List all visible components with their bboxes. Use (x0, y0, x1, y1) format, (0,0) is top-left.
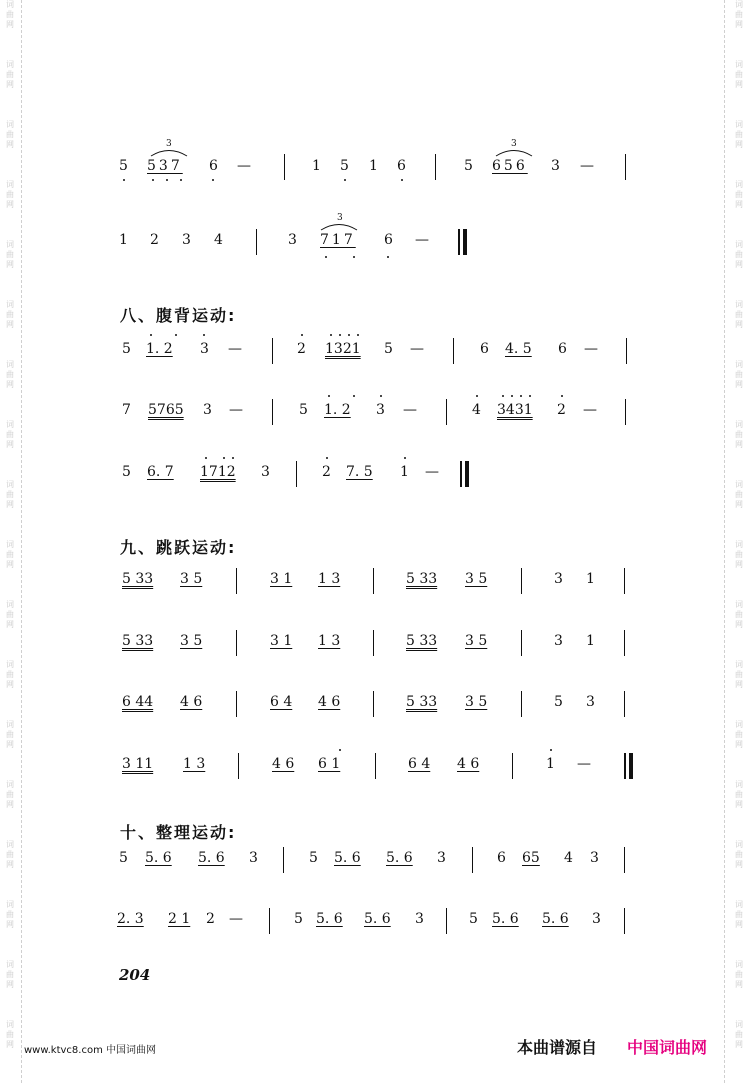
note-group: 5. 6 (316, 911, 343, 927)
note: 5 (122, 341, 131, 357)
dash: — (425, 464, 439, 480)
note-group: 1 3 (318, 633, 341, 649)
high-octave-dot (404, 457, 406, 459)
high-octave-dot (476, 395, 478, 397)
score-line-11 (0, 911, 749, 941)
note: 6 (209, 158, 218, 174)
note-group: 6 44 (122, 694, 154, 710)
low-octave-dot (180, 179, 182, 181)
note-group: 6 4 (408, 756, 431, 772)
dash: — (583, 402, 597, 418)
note: 3 (288, 232, 297, 248)
triplet-slur (319, 221, 359, 231)
barline (272, 399, 273, 425)
score-line-2 (0, 213, 749, 262)
final-barline-thin (460, 461, 462, 487)
note-group: 1. 2 (146, 341, 173, 357)
note-group: 5. 6 (334, 850, 361, 866)
high-octave-dot (339, 334, 341, 336)
note-group: 1712 (200, 464, 236, 480)
barline (453, 338, 454, 364)
note-group: 6 1 (318, 756, 341, 772)
score-line-6 (0, 571, 749, 601)
low-octave-dot (325, 256, 327, 258)
note: 2 (557, 402, 566, 418)
barline (472, 847, 473, 873)
low-octave-dot (166, 179, 168, 181)
note-group: 2 1 (168, 911, 191, 927)
note-group: 4 6 (272, 756, 295, 772)
note: 2 (322, 464, 331, 480)
note-group: 3 5 (465, 571, 488, 587)
note: 5 (119, 850, 128, 866)
note: 2 (297, 341, 306, 357)
note: 5 (340, 158, 349, 174)
final-barline-thick (463, 229, 467, 255)
note-group: 537 (147, 158, 183, 174)
note-group: 3 5 (180, 571, 203, 587)
note: 2 (206, 911, 215, 927)
note-group: 656 (492, 158, 528, 174)
low-octave-dot (123, 179, 125, 181)
barline (626, 338, 627, 364)
triplet-slur (494, 147, 534, 157)
note: 3 (415, 911, 424, 927)
high-octave-dot (150, 334, 152, 336)
note-group: 5 33 (122, 571, 154, 587)
low-octave-dot (152, 179, 154, 181)
note: 6 (397, 158, 406, 174)
barline (625, 399, 626, 425)
note: 5 (294, 911, 303, 927)
note-group: 5. 6 (386, 850, 413, 866)
barline (373, 630, 374, 656)
high-octave-dot (561, 395, 563, 397)
score-line-3 (0, 341, 749, 371)
note-group: 1 3 (318, 571, 341, 587)
note-group: 7. 5 (346, 464, 373, 480)
note: 5 (464, 158, 473, 174)
note: 3 (554, 633, 563, 649)
note-group: 3 11 (122, 756, 154, 772)
barline (236, 691, 237, 717)
score-line-4 (0, 402, 749, 432)
barline (521, 630, 522, 656)
final-barline-thin (458, 229, 460, 255)
high-octave-dot (511, 395, 513, 397)
dash: — (403, 402, 417, 418)
note: 1 (369, 158, 378, 174)
dash: — (228, 341, 242, 357)
high-octave-dot (203, 334, 205, 336)
low-octave-dot (353, 256, 355, 258)
final-barline-thick (629, 753, 633, 779)
note-group: 6 4 (270, 694, 293, 710)
note-group: 4. 5 (505, 341, 532, 357)
section-title-8: 八、腹背运动: (120, 306, 237, 325)
barline (272, 338, 273, 364)
barline (283, 847, 284, 873)
note-group: 5. 6 (145, 850, 172, 866)
note: 5 (384, 341, 393, 357)
note: 5 (122, 464, 131, 480)
note-group: 5765 (148, 402, 184, 418)
high-octave-dot (502, 395, 504, 397)
note: 6 (480, 341, 489, 357)
note-group: 4 6 (318, 694, 341, 710)
high-octave-dot (520, 395, 522, 397)
high-octave-dot (205, 457, 207, 459)
note: 6 (384, 232, 393, 248)
barline (373, 568, 374, 594)
note: 3 (554, 571, 563, 587)
barline (512, 753, 513, 779)
high-octave-dot (328, 395, 330, 397)
low-octave-dot (401, 179, 403, 181)
note-group: 5. 6 (542, 911, 569, 927)
low-octave-dot (212, 179, 214, 181)
barline (625, 154, 626, 180)
note-group: 1. 2 (324, 402, 351, 418)
footer-source-brand: 中国词曲网 (627, 1038, 708, 1057)
barline (373, 691, 374, 717)
barline (446, 399, 447, 425)
note-group: 5 33 (122, 633, 154, 649)
barline (624, 630, 625, 656)
barline (256, 229, 257, 255)
triplet-number: 3 (166, 139, 172, 149)
note: 1 (586, 571, 595, 587)
note: 4 (214, 232, 223, 248)
high-octave-dot (348, 334, 350, 336)
note: 5 (554, 694, 563, 710)
note: 1 (312, 158, 321, 174)
note-group: 5. 6 (492, 911, 519, 927)
barline (624, 568, 625, 594)
score-line-8 (0, 694, 749, 724)
barline (284, 154, 285, 180)
note: 1 (546, 756, 555, 772)
note: 1 (119, 232, 128, 248)
low-octave-dot (344, 179, 346, 181)
dash: — (584, 341, 598, 357)
triplet-slur (149, 147, 189, 157)
high-octave-dot (301, 334, 303, 336)
barline (236, 630, 237, 656)
triplet-number: 3 (337, 213, 343, 223)
dash: — (229, 402, 243, 418)
final-barline-thick (465, 461, 469, 487)
note-group: 3 5 (180, 633, 203, 649)
triplet-number: 3 (511, 139, 517, 149)
note: 3 (590, 850, 599, 866)
note: 5 (119, 158, 128, 174)
dash: — (229, 911, 243, 927)
note-group: 3431 (497, 402, 533, 418)
dash: — (577, 756, 591, 772)
high-octave-dot (232, 457, 234, 459)
footer-site-text: www.ktvc8.com 中国词曲网 (24, 1045, 157, 1056)
note-group: 3 1 (270, 571, 293, 587)
barline (624, 908, 625, 934)
high-octave-dot (339, 749, 341, 751)
note: 3 (261, 464, 270, 480)
note: 3 (376, 402, 385, 418)
note-group: 5. 6 (364, 911, 391, 927)
barline (269, 908, 270, 934)
note: 7 (122, 402, 131, 418)
high-octave-dot (380, 395, 382, 397)
high-octave-dot (330, 334, 332, 336)
section-title-10: 十、整理运动: (120, 823, 237, 842)
note-group: 1 3 (183, 756, 206, 772)
note-group: 4 6 (457, 756, 480, 772)
score-line-7 (0, 633, 749, 663)
note-group: 5 33 (406, 633, 438, 649)
barline (521, 568, 522, 594)
note: 4 (564, 850, 573, 866)
high-octave-dot (529, 395, 531, 397)
barline (624, 691, 625, 717)
note: 4 (472, 402, 481, 418)
high-octave-dot (550, 749, 552, 751)
note-group: 3 5 (465, 633, 488, 649)
barline (296, 461, 297, 487)
note-group: 2. 3 (117, 911, 144, 927)
high-octave-dot (353, 395, 355, 397)
note: 5 (299, 402, 308, 418)
section-title-9: 九、跳跃运动: (120, 538, 237, 557)
note: 3 (592, 911, 601, 927)
note: 1 (586, 633, 595, 649)
note: 5 (469, 911, 478, 927)
note: 1 (400, 464, 409, 480)
note-group: 5. 6 (198, 850, 225, 866)
note: 3 (182, 232, 191, 248)
score-line-1 (0, 139, 749, 186)
barline (435, 154, 436, 180)
final-barline-thin (624, 753, 626, 779)
note-group: 5 33 (406, 694, 438, 710)
dash: — (237, 158, 251, 174)
note: 6 (558, 341, 567, 357)
barline (624, 847, 625, 873)
note-group: 1321 (325, 341, 361, 357)
high-octave-dot (357, 334, 359, 336)
high-octave-dot (326, 457, 328, 459)
footer-source-label: 本曲谱源自 (517, 1038, 598, 1057)
dash: — (580, 158, 594, 174)
barline (236, 568, 237, 594)
high-octave-dot (175, 334, 177, 336)
note-group: 65 (522, 850, 540, 866)
barline (375, 753, 376, 779)
note-group: 717 (320, 232, 356, 248)
dash: — (410, 341, 424, 357)
barline (521, 691, 522, 717)
barline (238, 753, 239, 779)
dash: — (415, 232, 429, 248)
note: 2 (150, 232, 159, 248)
note: 3 (586, 694, 595, 710)
score-line-10 (0, 850, 749, 880)
low-octave-dot (387, 256, 389, 258)
note: 3 (437, 850, 446, 866)
high-octave-dot (223, 457, 225, 459)
note: 6 (497, 850, 506, 866)
score-line-5 (0, 464, 749, 494)
note-group: 6. 7 (147, 464, 174, 480)
note: 3 (203, 402, 212, 418)
note: 5 (309, 850, 318, 866)
note-group: 4 6 (180, 694, 203, 710)
page-number: 204 (119, 966, 151, 984)
score-line-9 (0, 756, 749, 786)
note-group: 5 33 (406, 571, 438, 587)
barline (446, 908, 447, 934)
note-group: 3 5 (465, 694, 488, 710)
note: 3 (249, 850, 258, 866)
note-group: 3 1 (270, 633, 293, 649)
note: 3 (551, 158, 560, 174)
note: 3 (200, 341, 209, 357)
